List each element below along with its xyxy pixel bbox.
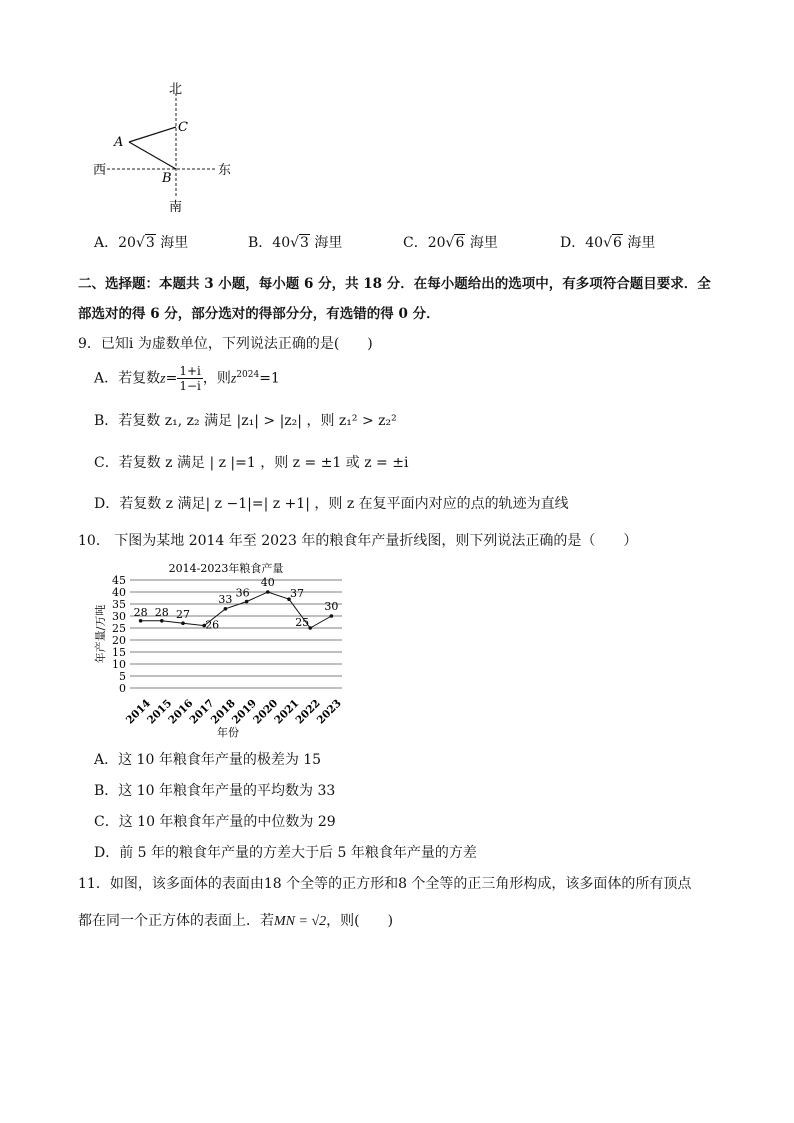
data-label: 36 xyxy=(235,586,250,600)
x-tick-label: 2016 xyxy=(166,697,196,727)
q8-option-a[interactable]: A．20√3 海里 xyxy=(94,235,189,251)
q8-option-c[interactable]: C．20√6 海里 xyxy=(403,235,498,251)
label-a: A xyxy=(114,135,124,150)
fraction: $\frac{1+i}{1-i}$ xyxy=(179,364,201,393)
label-south: 南 xyxy=(169,200,183,215)
data-point xyxy=(266,590,270,594)
label-north: 北 xyxy=(169,82,183,97)
label-east: 东 xyxy=(218,163,232,178)
data-label: 28 xyxy=(154,605,169,619)
q8-option-b[interactable]: B．40√3 海里 xyxy=(248,235,343,251)
q10-option-c[interactable]: C．这 10 年粮食年产量的中位数为 29 xyxy=(94,814,336,830)
q10-option-b[interactable]: B．这 10 年粮食年产量的平均数为 33 xyxy=(94,783,336,799)
y-axis-label: 年产量/万吨 xyxy=(94,604,107,664)
data-label: 33 xyxy=(218,592,233,606)
q11-line1: 11．如图，该多面体的表面由18 个全等的正方形和8 个全等的正三角形构成，该多面体的所有顶点 xyxy=(78,876,692,892)
data-label: 26 xyxy=(205,618,220,632)
y-tick-label: 45 xyxy=(112,574,126,587)
chart-title: 2014-2023年粮食产量 xyxy=(168,562,284,575)
q9-option-a[interactable]: A．若复数z= $\frac{1+i}{1-i}$ ，则$z^{2024}=1$ xyxy=(94,364,280,393)
section2-line1: 二、选择题：本题共 3 小题，每小题 6 分，共 18 分．在每小题给出的选项中，有多项符合题目要求．全 xyxy=(78,276,711,292)
data-point xyxy=(181,621,185,625)
compass-diagram xyxy=(85,75,245,215)
data-label: 25 xyxy=(295,616,310,629)
x-tick-label: 2018 xyxy=(208,697,238,727)
x-axis-label: 年份 xyxy=(217,726,239,738)
data-point xyxy=(245,600,249,604)
y-tick-label: 10 xyxy=(112,658,126,671)
q11-line2: 都在同一个正方体的表面上．若MN = √2，则( ) xyxy=(78,913,394,929)
label-b: B xyxy=(162,171,172,186)
data-label: 37 xyxy=(290,587,304,601)
section2-line2: 部选对的得 6 分，部分选对的得部分分，有选错的得 0 分． xyxy=(78,306,440,322)
q8-options xyxy=(94,232,734,252)
label-c: C xyxy=(178,120,188,135)
data-label: 40 xyxy=(260,576,275,589)
segment-ab xyxy=(129,142,176,169)
data-label: 27 xyxy=(176,608,190,622)
q9-option-d[interactable]: D．若复数 z 满足| z −1|=| z +1| ，则 z 在复平面内对应的点的轨迹为直线 xyxy=(94,496,569,512)
label-west: 西 xyxy=(93,163,107,178)
x-tick-label: 2019 xyxy=(229,697,260,727)
grain-output-line-chart xyxy=(90,558,360,738)
q9-option-c[interactable]: C．若复数 z 满足 | z |=1 ，则 z = ±1 或 z = ±i xyxy=(94,455,409,471)
x-tick-label: 2017 xyxy=(187,697,217,727)
segment-ac xyxy=(129,127,176,142)
x-tick-label: 2020 xyxy=(251,697,281,727)
q9-option-b[interactable]: B．若复数 z₁, z₂ 满足 |z₁| > |z₂| ，则 z₁² > z₂² xyxy=(94,413,397,429)
y-tick-label: 35 xyxy=(112,598,126,611)
y-tick-label: 20 xyxy=(112,634,126,647)
y-tick-label: 5 xyxy=(119,670,126,683)
y-tick-label: 25 xyxy=(112,622,126,635)
data-point xyxy=(139,619,143,623)
q10-stem: 10． 下图为某地 2014 年至 2023 年的粮食年产量折线图，则下列说法正确的是（ ） xyxy=(78,533,638,549)
x-tick-label: 2023 xyxy=(314,697,344,727)
q9-stem: 9．已知i 为虚数单位，下列说法正确的是( ) xyxy=(78,336,373,352)
x-tick-label: 2022 xyxy=(293,697,323,727)
x-tick-label: 2014 xyxy=(123,697,154,727)
data-point xyxy=(330,614,334,618)
q10-option-a[interactable]: A．这 10 年粮食年产量的极差为 15 xyxy=(94,752,322,768)
data-label: 30 xyxy=(324,600,339,613)
y-tick-label: 15 xyxy=(112,646,126,659)
x-tick-label: 2021 xyxy=(272,697,302,727)
data-point xyxy=(160,619,164,623)
y-tick-label: 0 xyxy=(119,682,126,695)
q10-option-d[interactable]: D．前 5 年的粮食年产量的方差大于后 5 年粮食年产量的方差 xyxy=(94,845,477,861)
y-tick-label: 30 xyxy=(112,610,126,623)
x-tick-label: 2015 xyxy=(145,697,175,727)
q8-option-d[interactable]: D．40√6 海里 xyxy=(560,235,656,251)
data-point xyxy=(224,607,228,611)
y-tick-label: 40 xyxy=(112,586,126,599)
data-label: 28 xyxy=(133,605,148,619)
